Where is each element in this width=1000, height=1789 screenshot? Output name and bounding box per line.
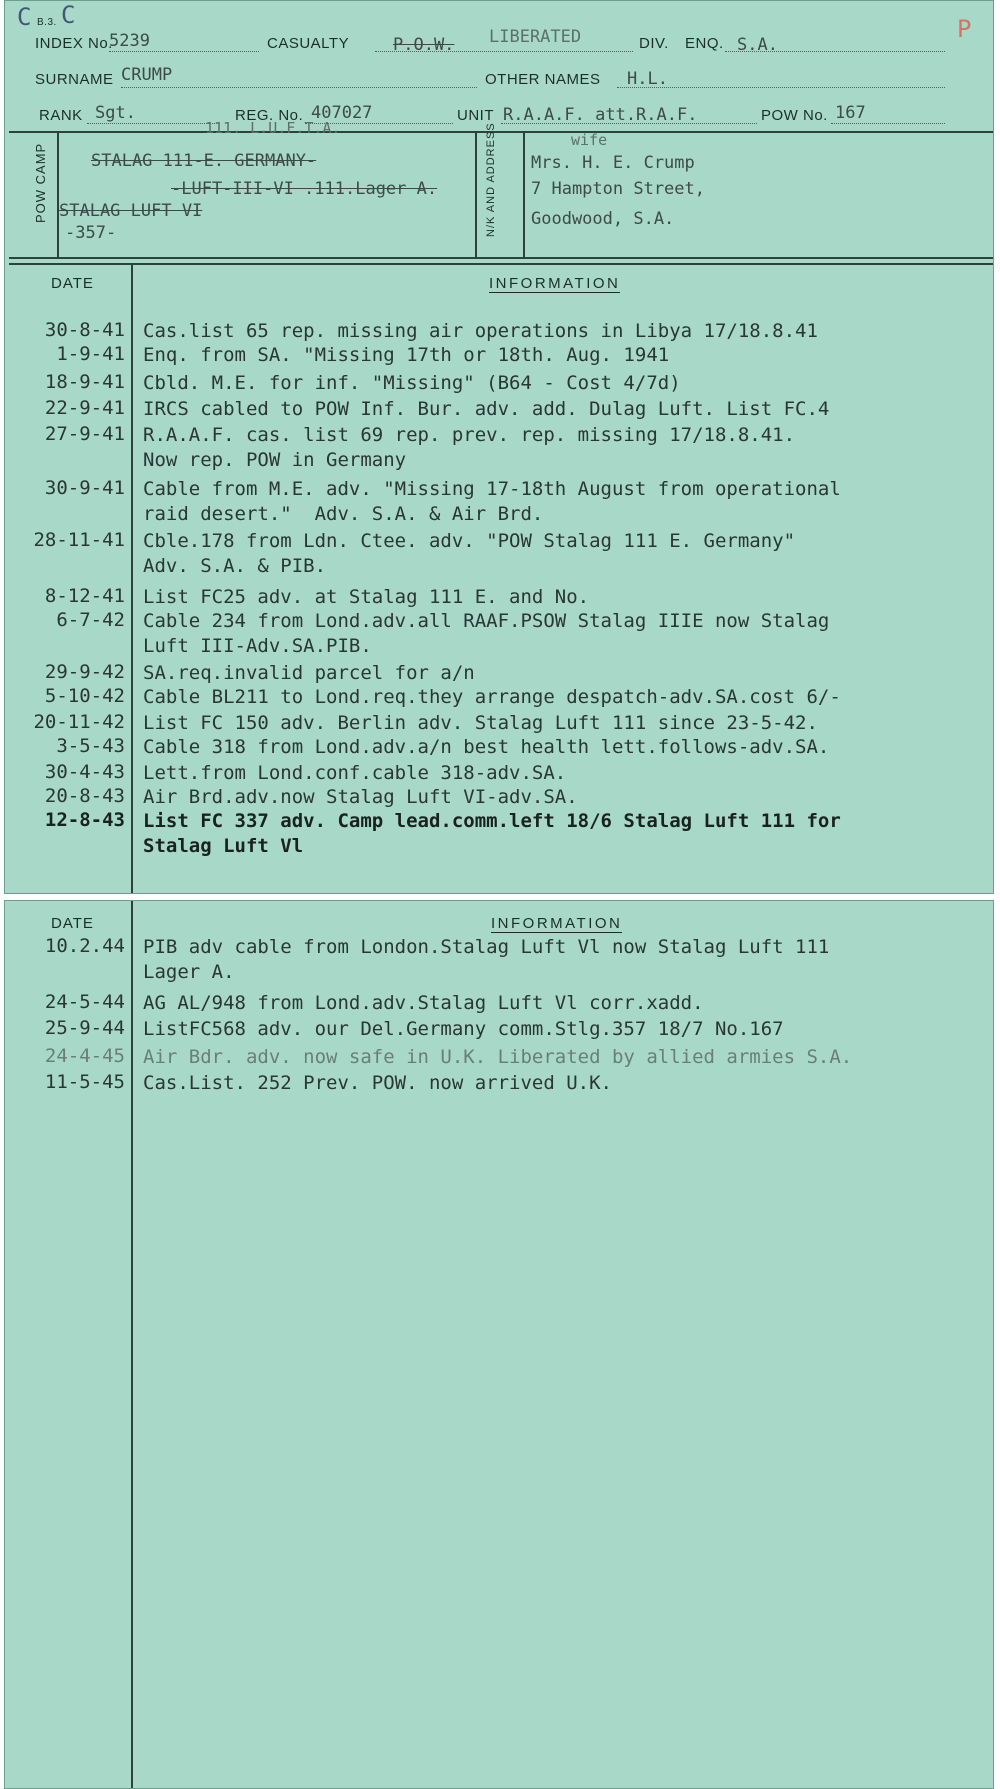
index-value: 5239	[109, 31, 150, 51]
information-column-header-back: INFORMATION	[491, 915, 623, 932]
entry-date: 25-9-44	[44, 1017, 125, 1039]
entry-text: Cbld. M.E. for inf. "Missing" (B64 - Cost 4/7d)	[143, 372, 681, 394]
record-card-back	[4, 900, 994, 1789]
nok-line-3: Goodwood, S.A.	[531, 209, 675, 229]
entry-text: Cas.List. 252 Prev. POW. now arrived U.K.	[143, 1072, 612, 1094]
entry-date: 18-9-41	[44, 371, 125, 393]
entry-date: 30-4-43	[44, 761, 125, 783]
entry-text: Cable BL211 to Lond.req.they arrange despatch-adv.SA.cost 6/-	[143, 686, 841, 708]
rule-top	[9, 131, 993, 133]
pow-no-dots	[831, 123, 945, 124]
casualty-dots	[375, 51, 633, 52]
enq-label: ENQ.	[685, 35, 724, 52]
surname-value: CRUMP	[121, 65, 173, 85]
entry-text: Enq. from SA. "Missing 17th or 18th. Aug. 1941	[143, 344, 670, 366]
casualty-value: LIBERATED	[489, 27, 582, 47]
date-column-header: DATE	[51, 275, 94, 292]
rank-value: Sgt.	[95, 103, 136, 123]
information-column-header: INFORMATION	[489, 275, 621, 292]
entry-date: 20-11-42	[33, 711, 125, 733]
pow-no-value: 167	[835, 103, 866, 123]
reg-label: REG. No.	[235, 107, 304, 124]
pow-camp-label: POW CAMP	[33, 142, 48, 223]
entry-text: PIB adv cable from London.Stalag Luft Vl now Stalag Luft 111 Lager A.	[143, 936, 830, 983]
nok-line-1: Mrs. H. E. Crump	[531, 153, 695, 173]
entry-date: 8-12-41	[44, 585, 125, 607]
entry-text: ListFC568 adv. our Del.Germany comm.Stlg.357 18/7 No.167	[143, 1018, 784, 1040]
entry-date: 24-5-44	[44, 991, 125, 1013]
pow-camp-line-2: -LUFT-III-VI .111.Lager A.	[171, 179, 438, 199]
date-column-rule	[131, 265, 133, 893]
entry-text: Cas.list 65 rep. missing air operations in Libya 17/18.8.41	[143, 320, 818, 342]
enq-dots	[725, 51, 945, 52]
div-label: DIV.	[639, 35, 669, 52]
entry-text: Lett.from Lond.conf.cable 318-adv.SA.	[143, 762, 567, 784]
surname-dots	[121, 87, 477, 88]
rank-dots	[87, 123, 219, 124]
index-label: INDEX No.	[35, 35, 113, 52]
date-column-rule-back	[131, 901, 133, 1788]
surname-label: SURNAME	[35, 71, 114, 88]
entry-text: Air Bdr. adv. now safe in U.K. Liberated by allied armies S.A.	[143, 1046, 853, 1068]
entry-text: List FC 150 adv. Berlin adv. Stalag Luft 111 since 23-5-42.	[143, 712, 818, 734]
other-names-label: OTHER NAMES	[485, 71, 601, 88]
entry-date: 5-10-42	[44, 685, 125, 707]
entry-text: AG AL/948 from Lond.adv.Stalag Luft Vl corr.xadd.	[143, 992, 704, 1014]
entry-date: 30-9-41	[44, 477, 125, 499]
unit-dots	[501, 123, 757, 124]
record-card-front	[4, 0, 994, 894]
entry-text: List FC 337 adv. Camp lead.comm.left 18/6 Stalag Luft 111 for Stalag Luft Vl	[143, 810, 841, 857]
nok-label: N/K AND ADDRESS	[485, 122, 497, 237]
pow-camp-line-1: STALAG 111-E. GERMANY-	[91, 151, 317, 171]
enq-value: S.A.	[737, 35, 778, 55]
pow-camp-divider	[57, 131, 59, 257]
entry-text: Cable from M.E. adv. "Missing 17-18th August from operational raid desert." Adv. S.A. & Air Brd.	[143, 478, 841, 525]
entry-date: 3-5-43	[56, 735, 125, 757]
entry-date: 10.2.44	[44, 935, 125, 957]
entry-date: 27-9-41	[44, 423, 125, 445]
entry-date: 20-8-43	[44, 785, 125, 807]
rule-mid-1	[9, 257, 993, 259]
other-names-value: H.L.	[627, 69, 668, 89]
pow-no-label: POW No.	[761, 107, 828, 124]
entry-text: Cable 318 from Lond.adv.a/n best health lett.follows-adv.SA.	[143, 736, 830, 758]
entry-date: 28-11-41	[33, 529, 125, 551]
unit-label: UNIT	[457, 107, 494, 124]
entry-text: SA.req.invalid parcel for a/n	[143, 662, 475, 684]
entry-date: 1-9-41	[56, 343, 125, 365]
casualty-struck-value: P.O.W.	[393, 35, 455, 55]
entry-date: 12-8-43	[44, 809, 125, 831]
entry-text: Cble.178 from Ldn. Ctee. adv. "POW Stalag 111 E. Germany" Adv. S.A. & PIB.	[143, 530, 796, 577]
nok-left-divider	[475, 131, 477, 257]
corner-mark: C	[17, 3, 32, 31]
entry-text: R.A.A.F. cas. list 69 rep. prev. rep. missing 17/18.8.41. Now rep. POW in Germany	[143, 424, 796, 471]
red-p-mark: P	[957, 15, 972, 43]
entry-text: Cable 234 from Lond.adv.all RAAF.PSOW Stalag IIIE now Stalag Luft III-Adv.SA.PIB.	[143, 610, 830, 657]
nok-line-2: 7 Hampton Street,	[531, 179, 705, 199]
corner-mark-2: C	[61, 1, 76, 29]
entry-date: 30-8-41	[44, 319, 125, 341]
entry-date: 6-7-42	[56, 609, 125, 631]
unit-value: R.A.A.F. att.R.A.F.	[503, 105, 698, 125]
entry-date: 22-9-41	[44, 397, 125, 419]
nok-note: wife	[571, 131, 608, 149]
rank-label: RANK	[39, 107, 83, 124]
entry-date: 24-4-45	[44, 1045, 125, 1067]
reg-value: 407027	[311, 103, 373, 123]
date-column-header-back: DATE	[51, 915, 94, 932]
casualty-label: CASUALTY	[267, 35, 350, 52]
entry-date: 11-5-45	[44, 1071, 125, 1093]
form-code: B.3.	[37, 17, 57, 28]
nok-right-divider	[523, 131, 525, 257]
entry-date: 29-9-42	[44, 661, 125, 683]
pow-camp-line-4: -357-	[65, 223, 117, 243]
pow-camp-note: 111. L.U.F.T.A.	[205, 119, 341, 137]
rule-mid-2	[9, 263, 993, 265]
entry-text: Air Brd.adv.now Stalag Luft VI-adv.SA.	[143, 786, 578, 808]
entry-text: List FC25 adv. at Stalag 111 E. and No.	[143, 586, 590, 608]
pow-camp-line-3: STALAG LUFT VI	[59, 201, 203, 221]
entry-text: IRCS cabled to POW Inf. Bur. adv. add. Dulag Luft. List FC.4	[143, 398, 830, 420]
other-names-dots	[617, 87, 945, 88]
index-dots	[109, 51, 259, 52]
